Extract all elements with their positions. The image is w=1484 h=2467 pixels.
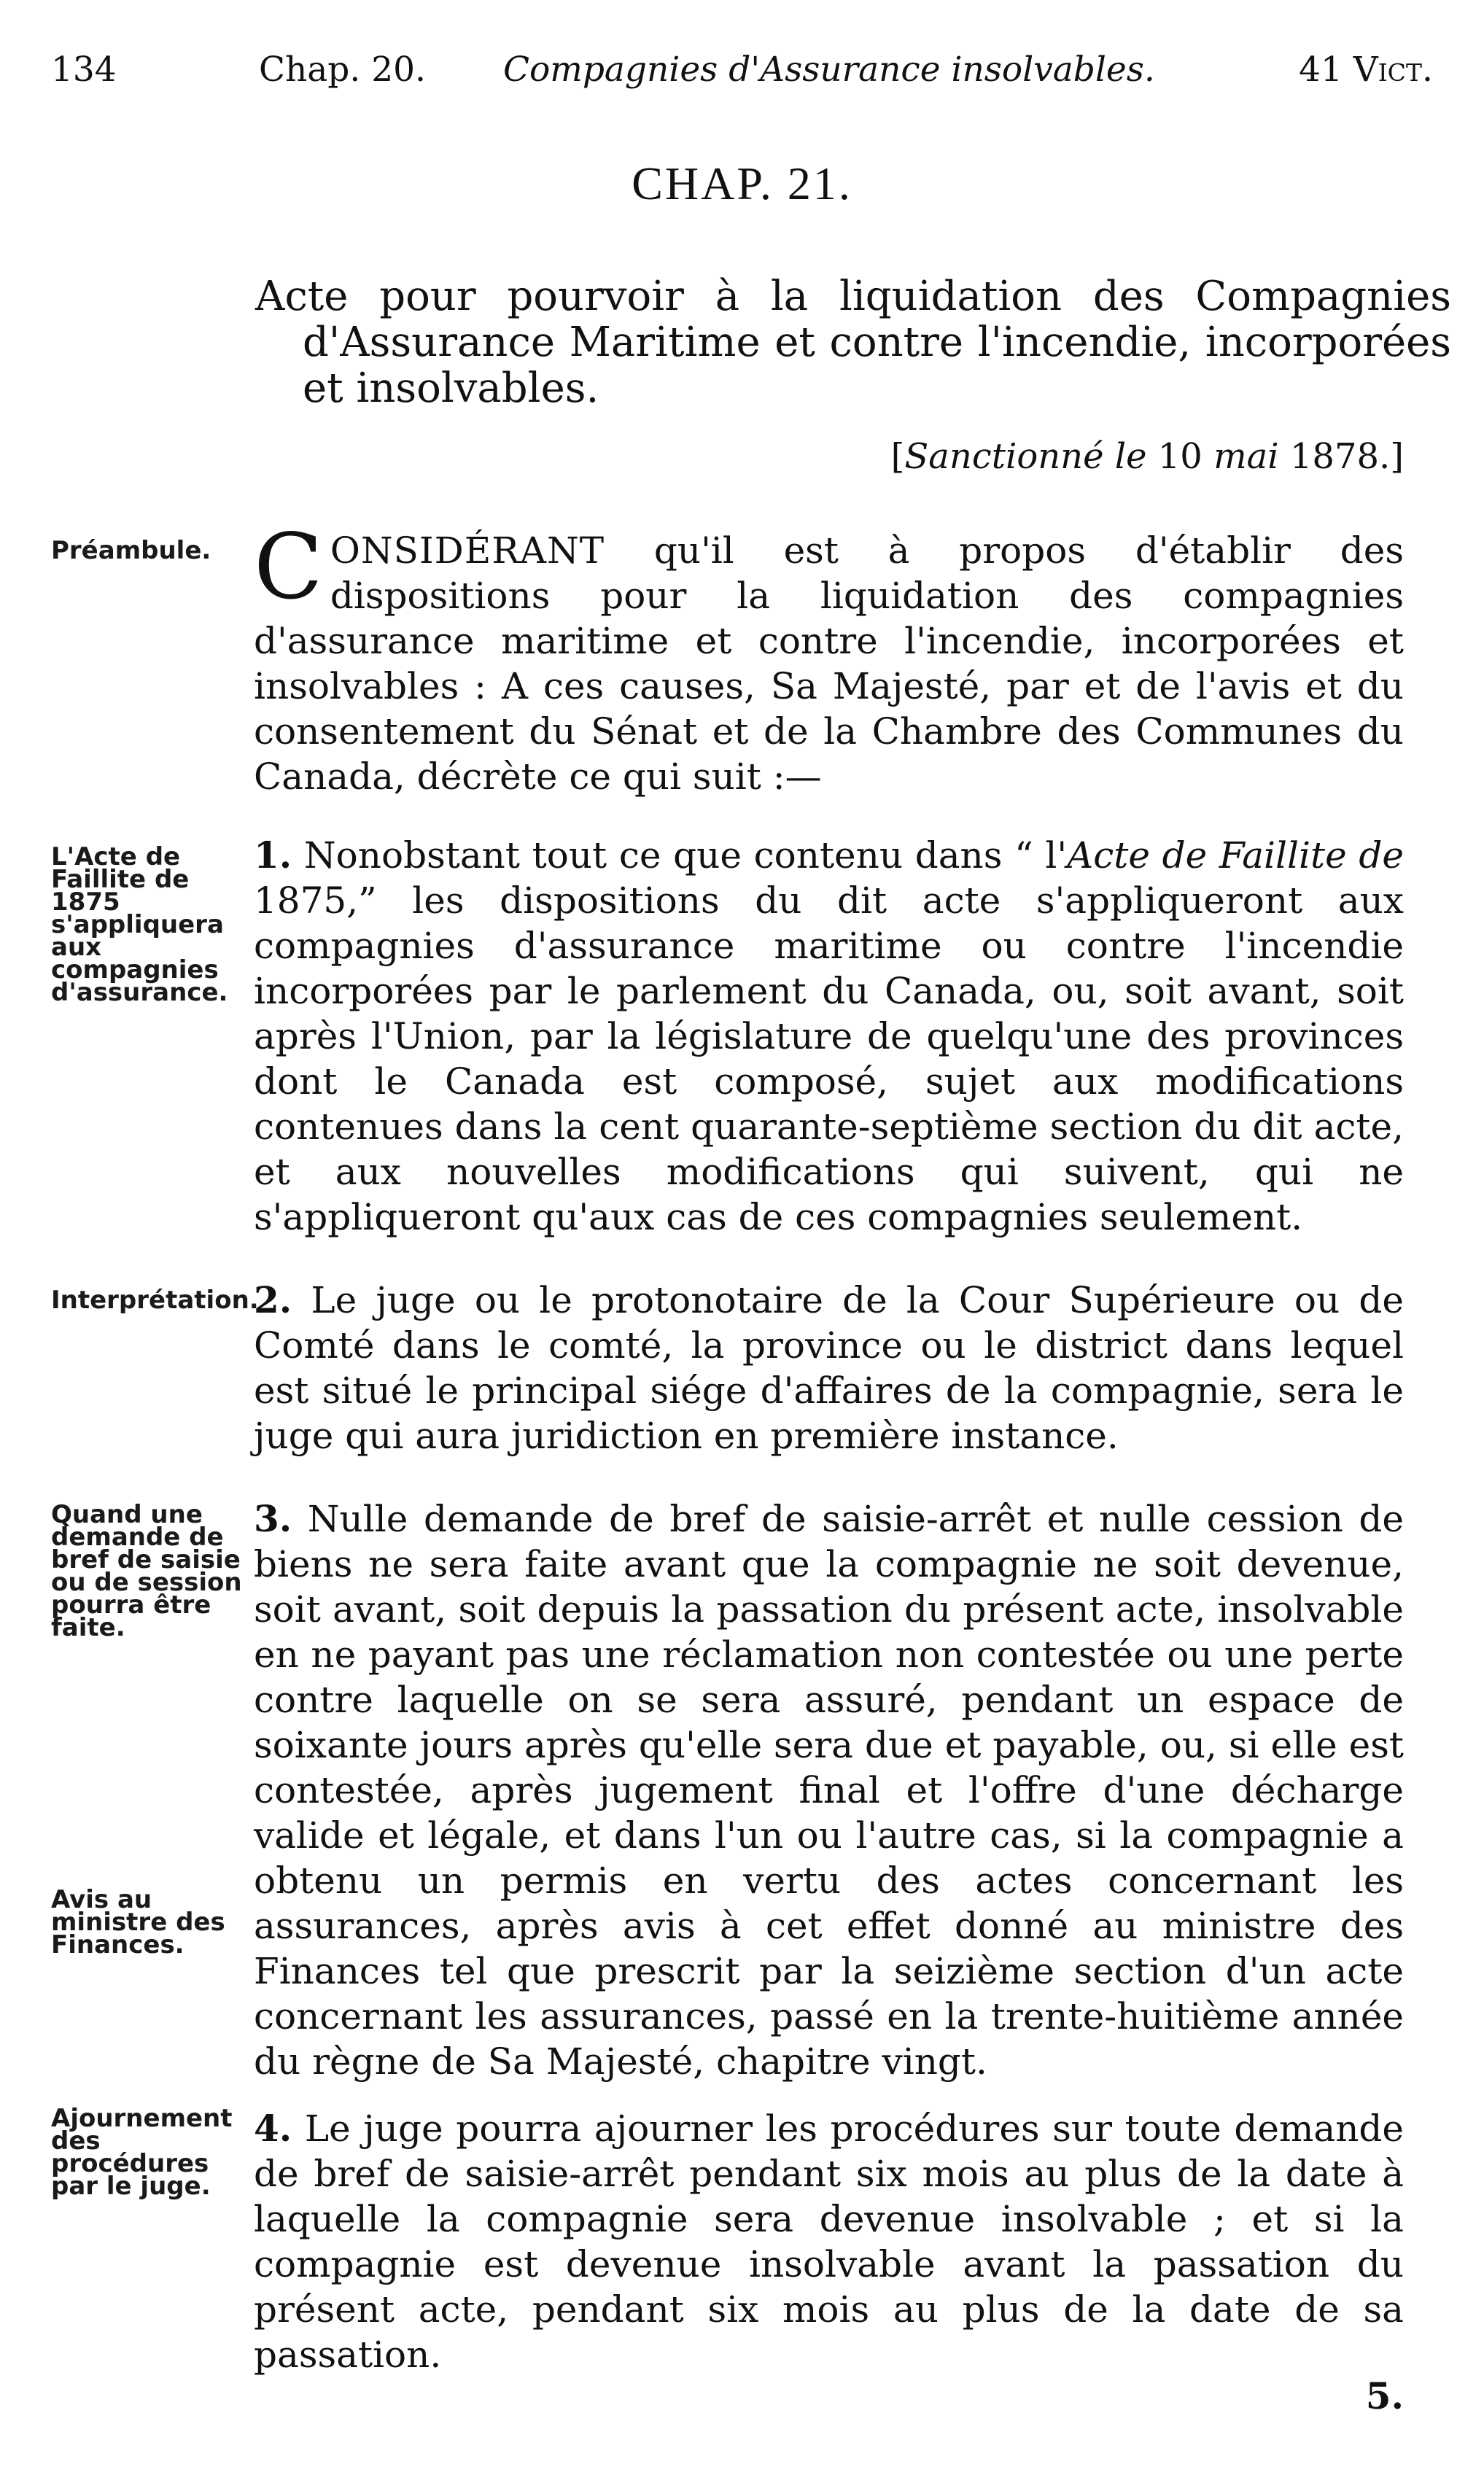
drop-cap: C (254, 515, 323, 620)
section-3-text: Nulle demande de bref de saisie-arrêt et nulle cession de biens ne sera faite avant que la compagnie ne soit devenue, soit avant, soit depuis la passation du présent acte, insolvable en ne payant pas une réclamation non contestée ou une perte contre laquelle on se sera assuré, pendant un espace de soixante jours après qu'elle sera due et payable, ou, si elle est contestée, après jugement final et l'offre d'une décharge valide et légale, et dans l'un ou l'autre cas, si la compagnie a obtenu un permis en vertu des actes concernant les assurances, après avis à cet effet donné au ministre des Finances tel que prescrit par la seizième section d'un acte concernant les assurances, passé en la trente-huitième année du règne de Sa Majesté, chapitre vingt. (254, 1498, 1404, 2083)
section-2-text: Le juge ou le protonotaire de la Cour Supérieure ou de Comté dans le comté, la province ou le district dans lequel est situé le principal siége d'affaires de la compagnie, sera le juge qui aura juridiction en première instance. (254, 1279, 1404, 1457)
running-head-title: Compagnies d'Assurance insolvables. (503, 50, 1155, 90)
margin-note-section-4: Ajournement des procédures par le juge. (51, 2104, 233, 2201)
chapter-heading: CHAP. 21. (632, 158, 852, 209)
margin-note-section-3-notice: Avis au ministre des Finances. (51, 1885, 225, 1959)
catchword: 5. (1365, 2374, 1404, 2417)
section-4-paragraph (254, 2106, 1404, 2377)
sanction-month: mai (1213, 436, 1279, 477)
section-1-act-name: Acte de Faillite de (1067, 834, 1404, 877)
section-4-text: Le juge pourra ajourner les procédures sur toute demande de bref de saisie-arrêt pendant six mois au plus de la date à laquelle la compagnie sera devenue insolvable ; et si la compagnie est devenue insolvable avant la passation du présent acte, pendant six mois au plus de la date de sa passation. (254, 2107, 1404, 2376)
sanction-open-bracket: [ (890, 436, 905, 477)
section-2-paragraph (254, 1278, 1404, 1458)
running-head-chapter: Chap. 20. (259, 50, 426, 90)
sanction-label: Sanctionné le (904, 436, 1147, 477)
act-title: Acte pour pourvoir à la liquidation des Compagnies d'Assurance Maritime et contre l'incendie, incorporées et insolvables. (255, 273, 1451, 412)
margin-note-section-2: Interprétation. (51, 1286, 259, 1315)
section-2-number: 2. (254, 1278, 292, 1321)
page-number: 134 (51, 50, 117, 90)
sanction-date (891, 436, 1404, 477)
sanction-year: 1878.] (1289, 436, 1404, 477)
section-1-number: 1. (254, 834, 292, 877)
margin-note-section-3: Quand une demande de bref de saisie ou de session pourra être faite. (51, 1500, 242, 1642)
sanction-day: 10 (1157, 436, 1203, 477)
margin-note-section-1: L'Acte de Faillite de 1875 s'appliquera aux compagnies d'assurance. (51, 842, 228, 1007)
section-4-number: 4. (254, 2107, 292, 2150)
section-1-text-before: Nonobstant tout ce que contenu dans “ l' (292, 834, 1068, 877)
section-1-paragraph (254, 833, 1404, 1240)
section-3-paragraph (254, 1496, 1404, 2084)
preamble-text: qu'il est à propos d'établir des dispositions pour la liquidation des compagnies d'assurance maritime et contre l'incendie, incorporées et insolvables : A ces causes, Sa Majesté, par et de l'avis et du consentement du Sénat et de la Chambre des Communes du Canada, décrète ce qui suit :— (254, 529, 1404, 798)
preamble-lead-caps: ONSIDÉRANT (330, 529, 605, 572)
preamble-paragraph (254, 515, 1404, 799)
section-1-text-after: 1875,” les dispositions du dit acte s'appliqueront aux compagnies d'assurance maritime ou contre l'incendie incorporées par le parlement du Canada, ou, soit avant, soit après l'Union, par la législature de quelqu'une des provinces dont le Canada est composé, sujet aux modifications contenues dans la cent quarante-septième section du dit acte, et aux nouvelles modifications qui suivent, qui ne s'appliqueront qu'aux cas de ces compagnies seulement. (254, 879, 1404, 1238)
running-head-regnal-year: 41 Vict. (1299, 50, 1433, 90)
margin-note-preamble: Préambule. (51, 536, 211, 565)
running-head (51, 50, 1433, 101)
section-3-number: 3. (254, 1497, 292, 1540)
